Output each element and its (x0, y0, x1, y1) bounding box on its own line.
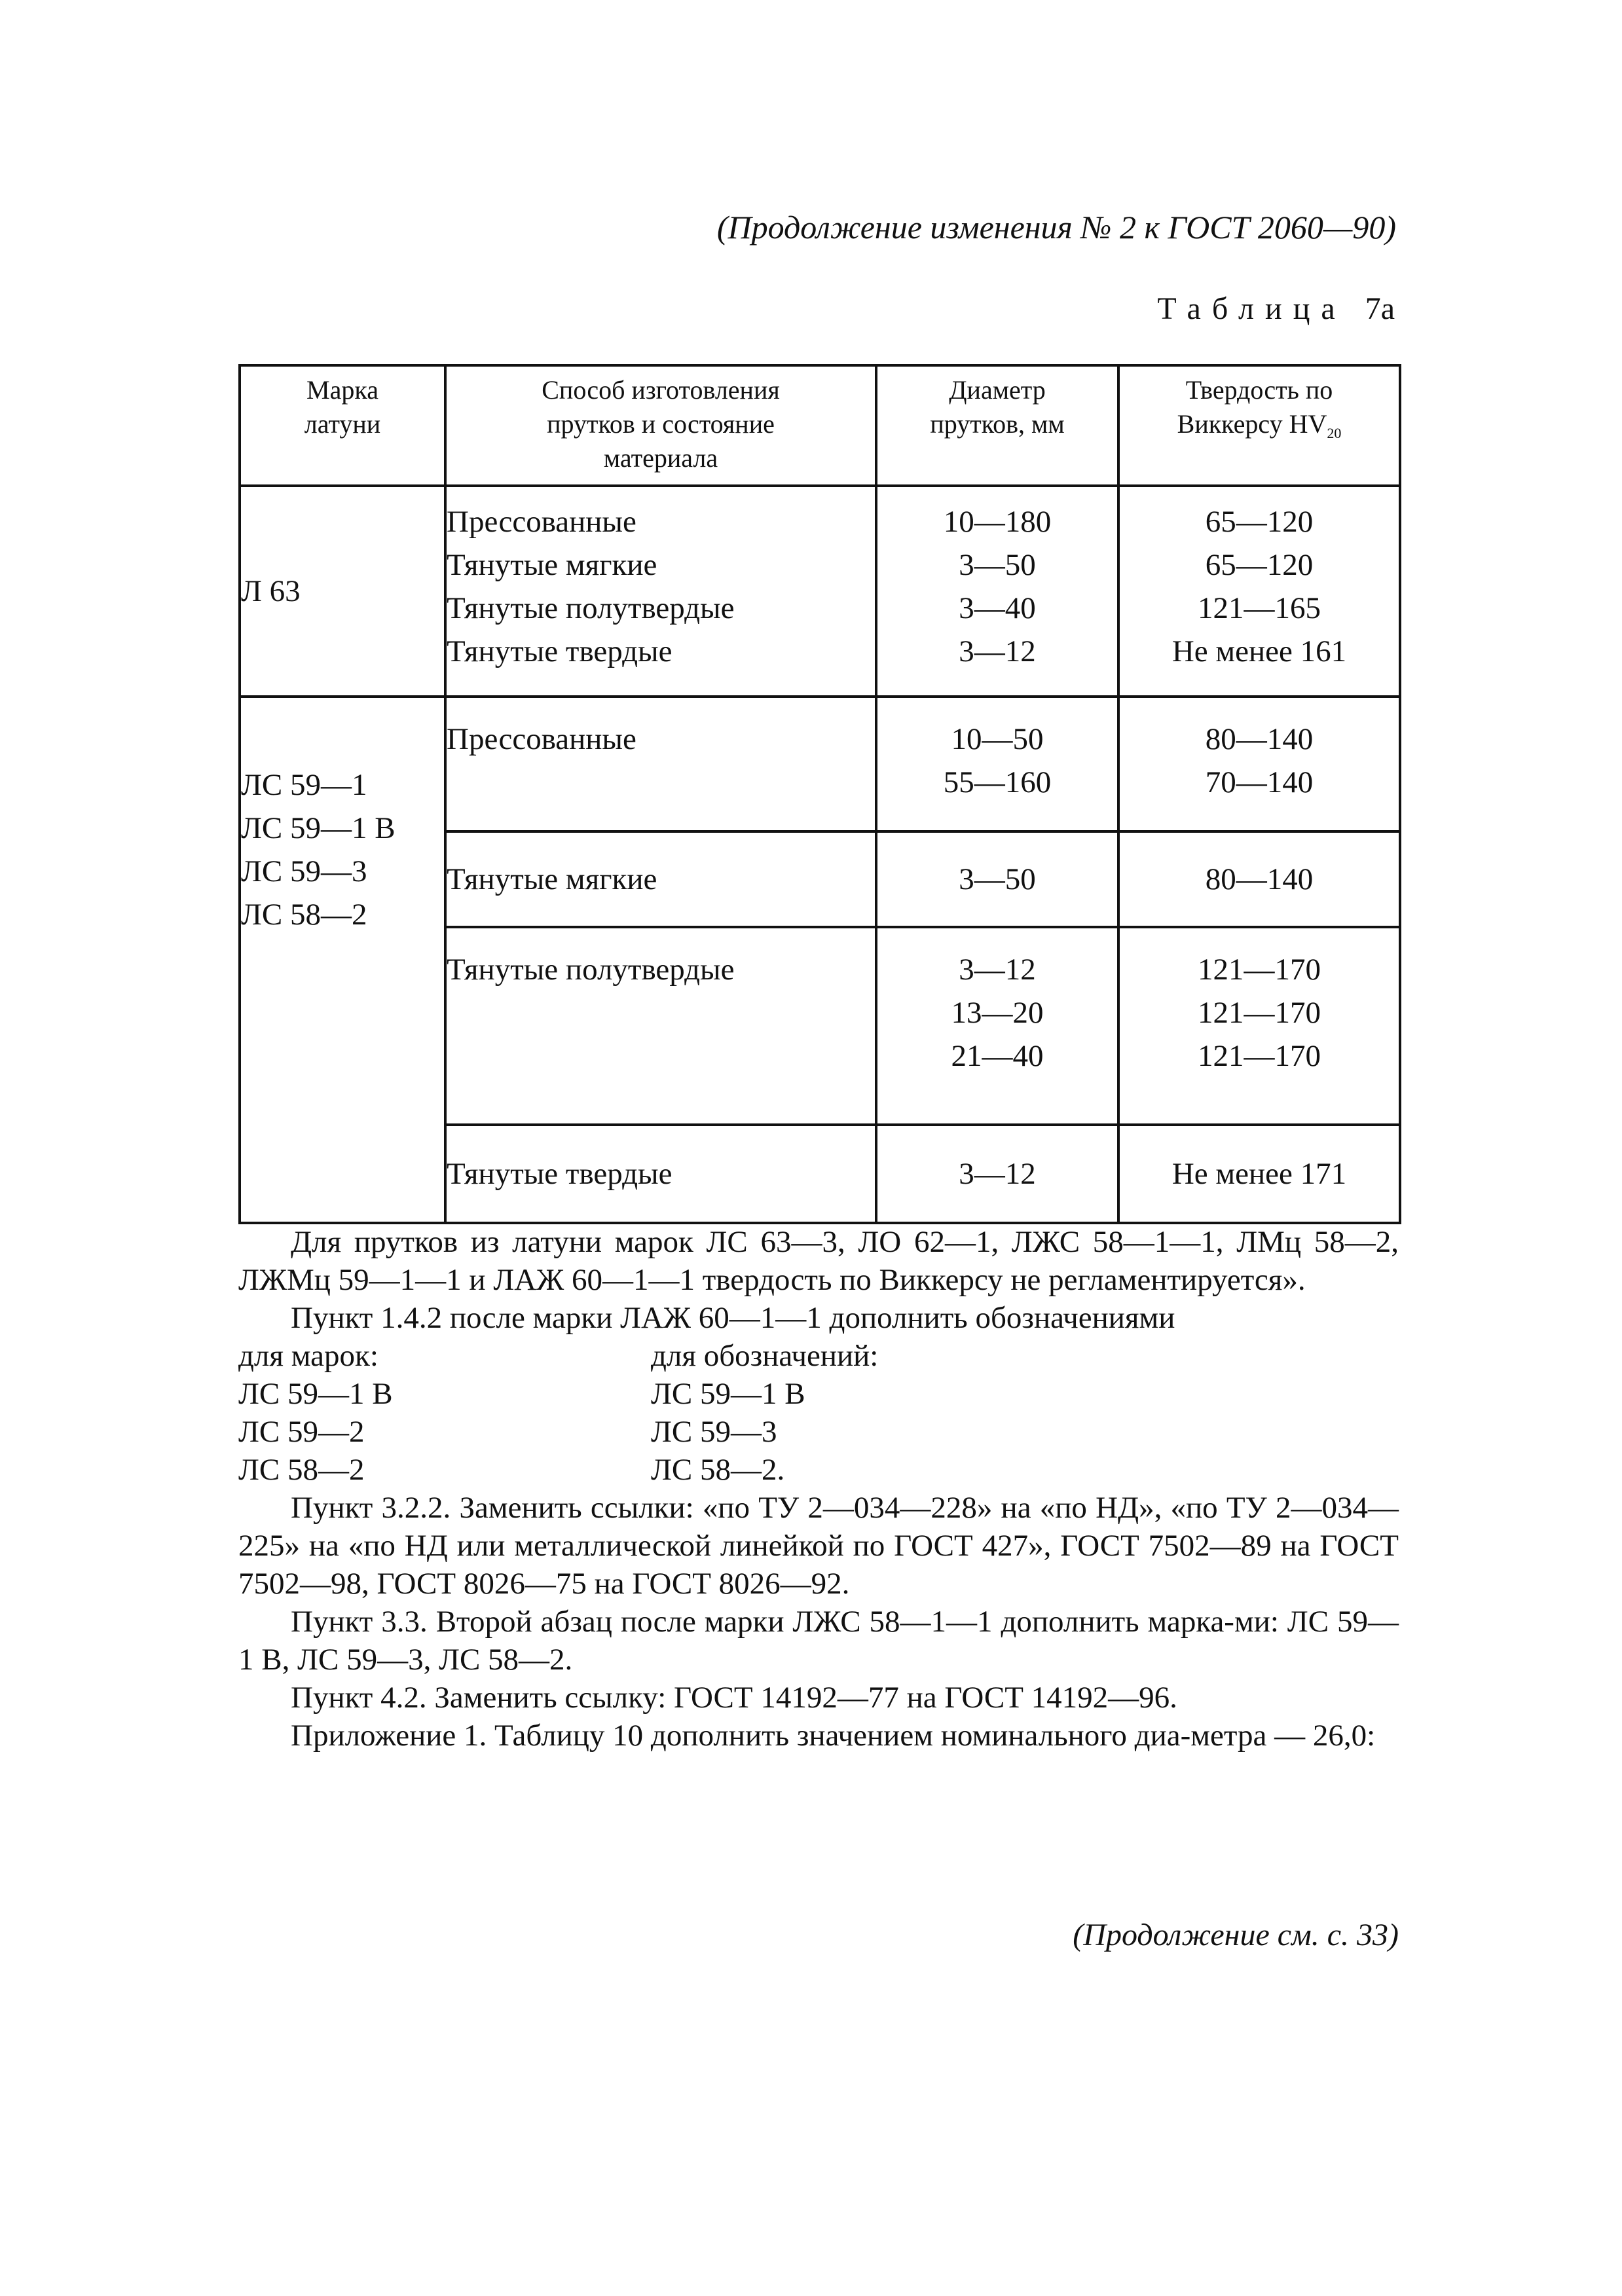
grade-cell (240, 486, 445, 697)
paragraph-hardness-note: Для прутков из латуни марок ЛС 63—3, ЛО 62—1, ЛЖС 58—1—1, ЛМц 58—2, ЛЖМц 59—1—1 и ЛАЖ 60—1—1 твердость по Виккерсу не регламентируется». (238, 1225, 1399, 1297)
header-method (445, 365, 876, 486)
header-grade (240, 365, 445, 486)
paragraph-appendix-1: Приложение 1. Таблицу 10 дополнить значением номинального диа-метра — 26,0: (291, 1719, 1376, 1753)
diameter-value: 3—40 (959, 591, 1036, 625)
hardness-value: 80—140 (1205, 862, 1314, 896)
table-title-number: 7а (1365, 291, 1395, 326)
designation-column-item: ЛС 59—1 В (651, 1377, 805, 1411)
table-title-word: Таблица (1157, 291, 1346, 326)
diameter-cell (876, 927, 1118, 1125)
table-row-ls-pressed (240, 697, 1400, 831)
paragraph-clause-4-2: Пункт 4.2. Заменить ссылку: ГОСТ 14192—77 на ГОСТ 14192—96. (291, 1681, 1177, 1715)
paragraph-clause-3-3: Пункт 3.3. Второй абзац после марки ЛЖС 58—1—1 дополнить марка-ми: ЛС 59—1 В, ЛС 59—3, ЛС 58—2. (238, 1605, 1399, 1677)
grade-label: ЛС 59—1 В (241, 811, 396, 845)
diameter-value: 3—12 (959, 634, 1036, 668)
diameter-value: 3—12 (959, 953, 1036, 987)
diameter-value: 10—50 (951, 722, 1044, 756)
header-method-line: прутков и состояние (547, 409, 775, 439)
hardness-value: 121—170 (1198, 953, 1321, 987)
header-hardness-subscript: 20 (1327, 425, 1342, 441)
diameter-value: 3—50 (959, 862, 1036, 896)
hardness-value: 121—170 (1198, 1039, 1321, 1073)
grade-column-item: ЛС 59—2 (238, 1415, 365, 1449)
diameter-cell (876, 1125, 1118, 1223)
method-cell (445, 927, 876, 1125)
header-method-line: материала (603, 443, 718, 473)
hardness-value: Не менее 171 (1171, 1157, 1347, 1191)
header-hardness-line (1120, 407, 1399, 450)
method-label: Тянутые твердые (447, 634, 673, 668)
designation-row (238, 1337, 1399, 1375)
grade-label: Л 63 (241, 574, 301, 608)
header-hardness (1118, 365, 1400, 486)
paragraph-clause-1-4-2: Пункт 1.4.2 после марки ЛАЖ 60—1—1 дополнить обозначениями (291, 1301, 1175, 1335)
table-title (917, 291, 1395, 327)
method-cell (445, 831, 876, 927)
hardness-value: 121—165 (1198, 591, 1321, 625)
diameter-cell (876, 486, 1118, 697)
table-row-l63 (240, 486, 1400, 697)
hardness-value: 80—140 (1205, 722, 1314, 756)
diameter-value: 3—50 (959, 548, 1036, 582)
header-method-line: Способ изготовления (542, 375, 780, 405)
header-grade-line: Марка (306, 375, 378, 405)
diameter-value: 55—160 (943, 765, 1052, 799)
header-grade-line: латуни (304, 409, 381, 439)
diameter-value: 10—180 (943, 505, 1052, 539)
designation-row (238, 1375, 1399, 1413)
hardness-value: 65—120 (1205, 505, 1314, 539)
header-hardness-line: Твердость по (1185, 375, 1333, 405)
header-diameter-line: прутков, мм (930, 409, 1065, 439)
method-label: Прессованные (447, 722, 636, 756)
table-header-row (240, 365, 1400, 486)
hardness-value: 65—120 (1205, 548, 1314, 582)
grade-cell (240, 697, 445, 1223)
diameter-value: 21—40 (951, 1039, 1044, 1073)
method-label: Прессованные (447, 505, 636, 539)
grade-column-item: для марок: (238, 1339, 378, 1373)
amendment-text (238, 1223, 1399, 1755)
paragraph-clause-3-2-2: Пункт 3.2.2. Заменить ссылки: «по ТУ 2—034—228» на «по НД», «по ТУ 2—034—225» на «по НД или металлической линейкой по ГОСТ 427», ГОСТ 7502—89 на ГОСТ 7502—98, ГОСТ 8026—75 на ГОСТ 8026—92. (238, 1491, 1399, 1601)
hardness-table (238, 364, 1401, 1224)
diameter-cell (876, 697, 1118, 831)
header-hardness-text: Виккерсу HV (1177, 409, 1327, 439)
designation-row (238, 1413, 1399, 1451)
hardness-cell (1118, 1125, 1400, 1223)
diameter-cell (876, 831, 1118, 927)
grade-column-item: ЛС 59—1 В (238, 1377, 393, 1411)
header-diameter (876, 365, 1118, 486)
hardness-value: 121—170 (1198, 996, 1321, 1030)
hardness-value: Не менее 161 (1171, 634, 1347, 668)
designation-column-item: для обозначений: (651, 1339, 879, 1373)
method-cell (445, 486, 876, 697)
hardness-cell (1118, 486, 1400, 697)
hardness-cell (1118, 927, 1400, 1125)
method-label: Тянутые полутвердые (447, 953, 735, 987)
grade-label: ЛС 59—3 (241, 854, 367, 888)
method-cell (445, 697, 876, 831)
designation-column-item: ЛС 58—2. (651, 1453, 785, 1487)
designation-column-item: ЛС 59—3 (651, 1415, 777, 1449)
method-label: Тянутые твердые (447, 1157, 673, 1191)
diameter-value: 13—20 (951, 996, 1044, 1030)
designation-columns (238, 1337, 1399, 1489)
method-label: Тянутые полутвердые (447, 591, 735, 625)
hardness-cell (1118, 831, 1400, 927)
grade-column-item: ЛС 58—2 (238, 1453, 365, 1487)
hardness-value: 70—140 (1205, 765, 1314, 799)
continuation-header: (Продолжение изменения № 2 к ГОСТ 2060—90) (716, 209, 1396, 246)
grade-label: ЛС 59—1 (241, 768, 367, 802)
continuation-footer: (Продолжение см. с. 33) (1073, 1918, 1399, 1952)
grade-label: ЛС 58—2 (241, 898, 367, 932)
method-label: Тянутые мягкие (447, 548, 657, 582)
diameter-value: 3—12 (959, 1157, 1036, 1191)
method-label: Тянутые мягкие (447, 862, 657, 896)
designation-row (238, 1451, 1399, 1489)
header-diameter-line: Диаметр (949, 375, 1046, 405)
method-cell (445, 1125, 876, 1223)
hardness-cell (1118, 697, 1400, 831)
